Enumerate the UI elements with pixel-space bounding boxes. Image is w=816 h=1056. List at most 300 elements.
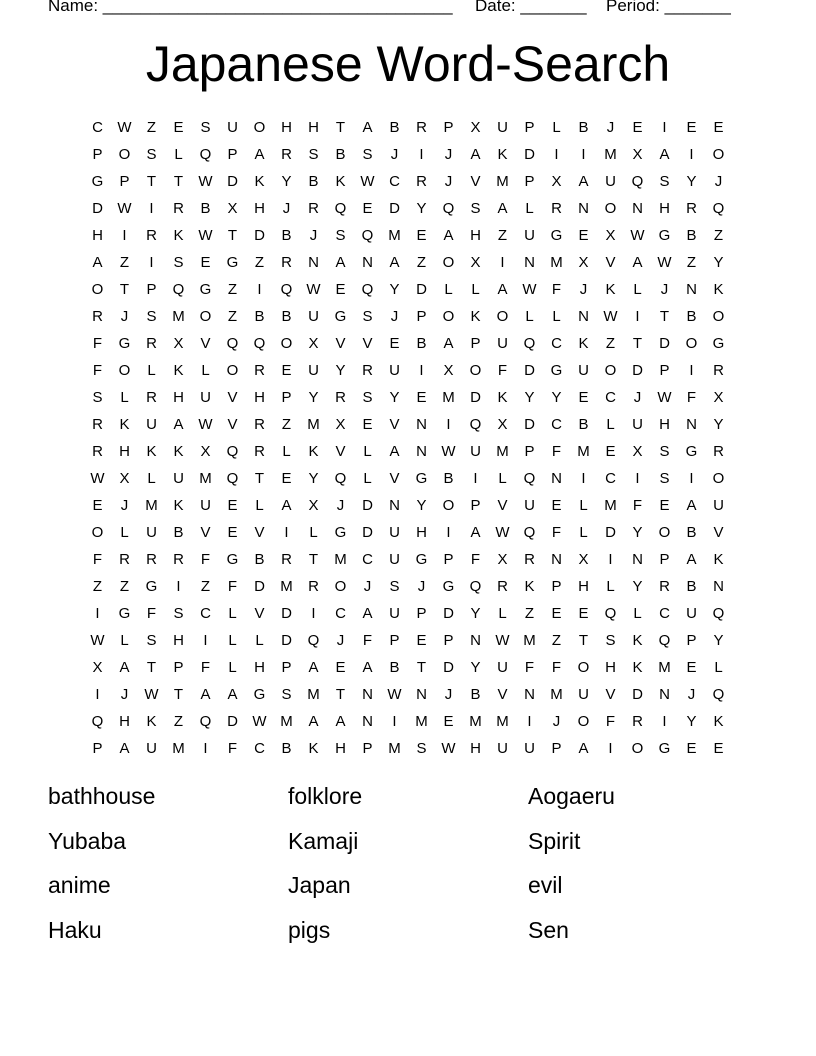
grid-letter: P [443, 119, 454, 136]
grid-letter: Y [416, 497, 427, 514]
grid-letter: A [281, 497, 292, 514]
grid-letter: R [146, 227, 157, 244]
grid-letter: C [659, 605, 670, 622]
grid-letter: C [551, 335, 562, 352]
grid-letter: T [254, 470, 265, 487]
grid-letter: P [524, 443, 535, 460]
grid-letter: Q [469, 578, 482, 595]
grid-letter: P [470, 335, 481, 352]
word-list-item: Sen [528, 916, 569, 943]
grid-letter: G [199, 281, 212, 298]
grid-letter: D [227, 713, 238, 730]
grid-letter: I [311, 605, 316, 622]
grid-letter: X [551, 173, 562, 190]
grid-letter: J [579, 281, 588, 298]
grid-letter: E [281, 470, 292, 487]
grid-letter: I [392, 713, 397, 730]
grid-letter: B [443, 470, 454, 487]
grid-letter: J [444, 146, 453, 163]
grid-letter: V [362, 335, 373, 352]
grid-letter: W [603, 308, 618, 325]
grid-letter: G [253, 686, 266, 703]
grid-letter: X [227, 200, 238, 217]
grid-letter: A [254, 146, 265, 163]
grid-row [84, 276, 732, 303]
grid-letter: V [389, 416, 400, 433]
grid-letter: L [525, 200, 534, 217]
grid-letter: U [686, 605, 697, 622]
grid-letter: G [91, 173, 104, 190]
grid-letter: S [470, 200, 481, 217]
grid-letter: H [335, 740, 346, 757]
grid-letter: L [120, 389, 129, 406]
grid-letter: Q [280, 281, 293, 298]
word-list [48, 778, 768, 956]
grid-letter: O [712, 146, 725, 163]
grid-letter: X [632, 146, 643, 163]
grid-letter: V [470, 173, 481, 190]
grid-letter: R [281, 551, 292, 568]
grid-letter: U [497, 740, 508, 757]
grid-letter: M [199, 470, 212, 487]
grid-letter: H [254, 200, 265, 217]
grid-letter: J [336, 497, 345, 514]
grid-letter: U [497, 335, 508, 352]
grid-letter: N [713, 578, 724, 595]
grid-letter: J [714, 173, 723, 190]
grid-letter: K [173, 497, 184, 514]
grid-letter: R [632, 713, 643, 730]
grid-letter: G [334, 308, 347, 325]
grid-letter: Q [334, 200, 347, 217]
word-list-item: folklore [288, 783, 363, 809]
grid-letter: T [227, 227, 238, 244]
grid-letter: O [712, 308, 725, 325]
grid-letter: S [389, 578, 400, 595]
grid-letter: Y [632, 524, 643, 541]
grid-letter: Q [361, 281, 374, 298]
grid-letter: P [92, 740, 103, 757]
grid-row [84, 141, 732, 168]
grid-letter: S [659, 173, 670, 190]
grid-letter: E [335, 659, 346, 676]
grid-letter: R [281, 146, 292, 163]
grid-letter: F [551, 281, 562, 298]
grid-letter: P [119, 173, 130, 190]
grid-letter: M [307, 416, 320, 433]
grid-letter: Q [523, 524, 536, 541]
grid-letter: O [604, 200, 617, 217]
grid-letter: E [605, 443, 616, 460]
grid-letter: A [470, 524, 481, 541]
grid-letter: Z [227, 308, 238, 325]
grid-letter: I [608, 740, 613, 757]
grid-letter: I [284, 524, 289, 541]
grid-letter: B [686, 227, 697, 244]
grid-letter: R [416, 173, 427, 190]
grid-letter: H [659, 416, 670, 433]
grid-letter: J [552, 713, 561, 730]
grid-letter: U [497, 659, 508, 676]
grid-letter: E [281, 362, 292, 379]
grid-letter: A [173, 416, 184, 433]
grid-letter: M [388, 740, 401, 757]
grid-letter: S [416, 740, 427, 757]
grid-letter: M [172, 740, 185, 757]
student-info-header [48, 0, 748, 20]
grid-letter: N [416, 416, 427, 433]
grid-letter: B [281, 740, 292, 757]
date-field-label: Date: _______ [475, 0, 587, 15]
grid-letter: A [362, 659, 373, 676]
grid-letter: L [363, 443, 372, 460]
grid-letter: G [226, 254, 239, 271]
grid-letter: Q [199, 713, 212, 730]
grid-letter: I [257, 281, 262, 298]
grid-letter: Z [119, 578, 130, 595]
grid-letter: M [172, 308, 185, 325]
grid-letter: N [578, 200, 589, 217]
grid-letter: Q [712, 605, 725, 622]
grid-letter: R [254, 362, 265, 379]
grid-letter: D [443, 659, 454, 676]
grid-letter: E [200, 254, 211, 271]
grid-letter: A [632, 254, 643, 271]
grid-letter: L [579, 497, 588, 514]
grid-letter: V [605, 686, 616, 703]
grid-letter: R [335, 389, 346, 406]
grid-letter: L [363, 470, 372, 487]
grid-row [84, 492, 732, 519]
grid-letter: C [605, 470, 616, 487]
grid-letter: V [497, 686, 508, 703]
grid-letter: N [362, 686, 373, 703]
grid-letter: U [308, 362, 319, 379]
grid-letter: U [146, 416, 157, 433]
grid-letter: K [173, 443, 184, 460]
word-list-item: Yubaba [48, 827, 127, 854]
grid-letter: J [660, 281, 669, 298]
grid-letter: R [146, 335, 157, 352]
grid-letter: R [146, 551, 157, 568]
grid-letter: I [689, 146, 694, 163]
grid-letter: V [389, 470, 400, 487]
grid-letter: U [605, 173, 616, 190]
grid-letter: Q [172, 281, 185, 298]
grid-letter: Q [361, 227, 374, 244]
grid-letter: S [146, 146, 157, 163]
grid-letter: P [524, 119, 535, 136]
grid-letter: G [118, 605, 131, 622]
grid-letter: C [605, 389, 616, 406]
grid-letter: K [713, 551, 724, 568]
grid-letter: I [689, 470, 694, 487]
grid-letter: L [174, 146, 183, 163]
grid-letter: I [419, 146, 424, 163]
grid-letter: O [199, 308, 212, 325]
grid-row [84, 384, 732, 411]
grid-letter: M [604, 497, 617, 514]
grid-letter: P [173, 659, 184, 676]
word-list-item: Haku [48, 916, 102, 943]
grid-letter: I [176, 578, 181, 595]
grid-letter: B [686, 524, 697, 541]
grid-letter: G [712, 335, 725, 352]
grid-letter: M [496, 173, 509, 190]
grid-letter: A [119, 659, 130, 676]
grid-letter: J [444, 173, 453, 190]
grid-letter: B [416, 335, 427, 352]
grid-letter: P [686, 632, 697, 649]
grid-letter: A [578, 740, 589, 757]
grid-letter: S [173, 254, 184, 271]
grid-row [84, 330, 732, 357]
grid-letter: Q [199, 146, 212, 163]
grid-letter: A [335, 254, 346, 271]
grid-letter: E [686, 659, 697, 676]
grid-letter: M [523, 632, 536, 649]
grid-letter: B [308, 173, 319, 190]
grid-letter: X [713, 389, 724, 406]
grid-letter: F [227, 578, 238, 595]
grid-letter: M [469, 713, 482, 730]
grid-letter: Y [713, 254, 724, 271]
grid-letter: G [334, 524, 347, 541]
grid-letter: Y [686, 173, 697, 190]
grid-letter: H [605, 659, 616, 676]
word-list-item: Aogaeru [528, 783, 615, 809]
grid-letter: W [657, 254, 672, 271]
grid-letter: R [497, 578, 508, 595]
grid-letter: F [632, 497, 643, 514]
word-list-item: Spirit [528, 827, 581, 854]
grid-letter: L [552, 119, 561, 136]
grid-letter: R [92, 308, 103, 325]
grid-letter: T [146, 173, 157, 190]
grid-row [84, 600, 732, 627]
grid-letter: W [198, 227, 213, 244]
grid-letter: C [200, 605, 211, 622]
grid-letter: T [335, 119, 346, 136]
grid-letter: E [578, 605, 589, 622]
grid-letter: D [92, 200, 103, 217]
grid-letter: J [120, 497, 129, 514]
grid-letter: F [200, 659, 211, 676]
grid-letter: C [362, 551, 373, 568]
grid-letter: X [578, 254, 589, 271]
grid-letter: P [551, 740, 562, 757]
grid-letter: D [362, 497, 373, 514]
grid-letter: Q [631, 173, 644, 190]
grid-letter: X [119, 470, 130, 487]
grid-letter: W [630, 227, 645, 244]
grid-letter: K [254, 173, 265, 190]
grid-letter: H [308, 119, 319, 136]
grid-letter: T [632, 335, 643, 352]
grid-letter: I [203, 740, 208, 757]
grid-letter: E [227, 497, 238, 514]
grid-letter: V [227, 389, 238, 406]
grid-letter: T [578, 632, 589, 649]
grid-letter: I [635, 470, 640, 487]
grid-letter: Z [416, 254, 427, 271]
grid-letter: A [497, 281, 508, 298]
grid-letter: V [254, 524, 265, 541]
grid-letter: L [552, 308, 561, 325]
grid-letter: E [362, 416, 373, 433]
grid-letter: M [496, 713, 509, 730]
grid-letter: F [551, 659, 562, 676]
word-list-item: anime [48, 872, 111, 898]
grid-letter: X [470, 254, 481, 271]
grid-letter: I [446, 524, 451, 541]
word-list-item: Japan [288, 872, 351, 898]
grid-letter: N [686, 416, 697, 433]
grid-letter: M [604, 146, 617, 163]
grid-letter: D [605, 524, 616, 541]
grid-letter: H [173, 389, 184, 406]
grid-letter: G [118, 335, 131, 352]
grid-letter: X [578, 551, 589, 568]
grid-letter: S [200, 119, 211, 136]
grid-letter: U [389, 362, 400, 379]
grid-letter: D [524, 362, 535, 379]
grid-letter: F [92, 335, 103, 352]
grid-letter: U [632, 416, 643, 433]
grid-letter: D [227, 173, 238, 190]
grid-letter: D [281, 605, 292, 622]
grid-letter: R [308, 578, 319, 595]
grid-letter: F [92, 362, 103, 379]
grid-letter: P [416, 308, 427, 325]
grid-letter: O [577, 659, 590, 676]
grid-row [84, 735, 732, 762]
grid-letter: W [495, 632, 510, 649]
grid-letter: V [200, 524, 211, 541]
grid-letter: K [308, 740, 319, 757]
grid-letter: B [254, 308, 265, 325]
grid-letter: Z [146, 119, 157, 136]
grid-letter: B [389, 119, 400, 136]
grid-letter: E [227, 524, 238, 541]
grid-letter: N [362, 713, 373, 730]
grid-letter: S [146, 308, 157, 325]
grid-letter: W [198, 416, 213, 433]
grid-letter: F [497, 362, 508, 379]
grid-letter: A [470, 146, 481, 163]
grid-letter: D [416, 281, 427, 298]
grid-letter: H [119, 713, 130, 730]
grid-letter: U [524, 227, 535, 244]
grid-letter: Y [470, 605, 481, 622]
grid-letter: H [659, 200, 670, 217]
grid-letter: L [255, 632, 264, 649]
grid-row [84, 654, 732, 681]
grid-letter: U [389, 524, 400, 541]
grid-letter: M [577, 443, 590, 460]
grid-letter: Z [524, 605, 535, 622]
grid-letter: Q [226, 470, 239, 487]
grid-letter: O [118, 146, 131, 163]
grid-letter: H [92, 227, 103, 244]
grid-letter: L [498, 605, 507, 622]
grid-letter: R [173, 200, 184, 217]
grid-letter: K [497, 146, 508, 163]
grid-letter: E [416, 227, 427, 244]
grid-letter: L [147, 362, 156, 379]
grid-letter: P [362, 740, 373, 757]
period-field-label: Period: _______ [606, 0, 731, 15]
grid-letter: S [173, 605, 184, 622]
grid-letter: K [497, 389, 508, 406]
grid-letter: I [662, 119, 667, 136]
grid-letter: W [144, 686, 159, 703]
grid-letter: D [524, 416, 535, 433]
grid-letter: U [146, 740, 157, 757]
grid-letter: A [200, 686, 211, 703]
grid-letter: I [203, 632, 208, 649]
grid-letter: Q [523, 335, 536, 352]
grid-letter: P [443, 632, 454, 649]
grid-letter: T [173, 173, 184, 190]
grid-letter: N [362, 254, 373, 271]
grid-letter: I [446, 416, 451, 433]
grid-letter: Z [173, 713, 184, 730]
grid-letter: F [551, 443, 562, 460]
grid-letter: L [228, 605, 237, 622]
grid-letter: A [227, 686, 238, 703]
grid-letter: R [416, 119, 427, 136]
grid-letter: D [470, 389, 481, 406]
grid-letter: R [173, 551, 184, 568]
grid-letter: B [281, 227, 292, 244]
grid-letter: E [578, 227, 589, 244]
grid-letter: E [713, 740, 724, 757]
grid-letter: K [632, 632, 643, 649]
grid-letter: K [335, 173, 346, 190]
grid-letter: R [551, 200, 562, 217]
grid-letter: R [686, 200, 697, 217]
grid-letter: R [119, 551, 130, 568]
grid-row [84, 303, 732, 330]
grid-letter: B [254, 551, 265, 568]
grid-letter: S [362, 389, 373, 406]
grid-letter: P [659, 362, 670, 379]
grid-letter: U [470, 443, 481, 460]
grid-letter: M [550, 254, 563, 271]
grid-letter: P [227, 146, 238, 163]
grid-letter: R [659, 578, 670, 595]
grid-letter: W [117, 119, 132, 136]
grid-letter: U [524, 740, 535, 757]
grid-letter: L [201, 362, 210, 379]
grid-letter: X [308, 335, 319, 352]
grid-letter: O [442, 308, 455, 325]
grid-letter: L [471, 281, 480, 298]
grid-letter: X [632, 443, 643, 460]
grid-letter: U [578, 686, 589, 703]
grid-letter: S [605, 632, 616, 649]
grid-letter: A [335, 713, 346, 730]
grid-letter: I [149, 200, 154, 217]
grid-letter: M [145, 497, 158, 514]
grid-letter: V [254, 605, 265, 622]
grid-letter: R [308, 200, 319, 217]
grid-letter: B [470, 686, 481, 703]
grid-letter: R [92, 443, 103, 460]
grid-letter: L [309, 524, 318, 541]
grid-letter: E [686, 740, 697, 757]
